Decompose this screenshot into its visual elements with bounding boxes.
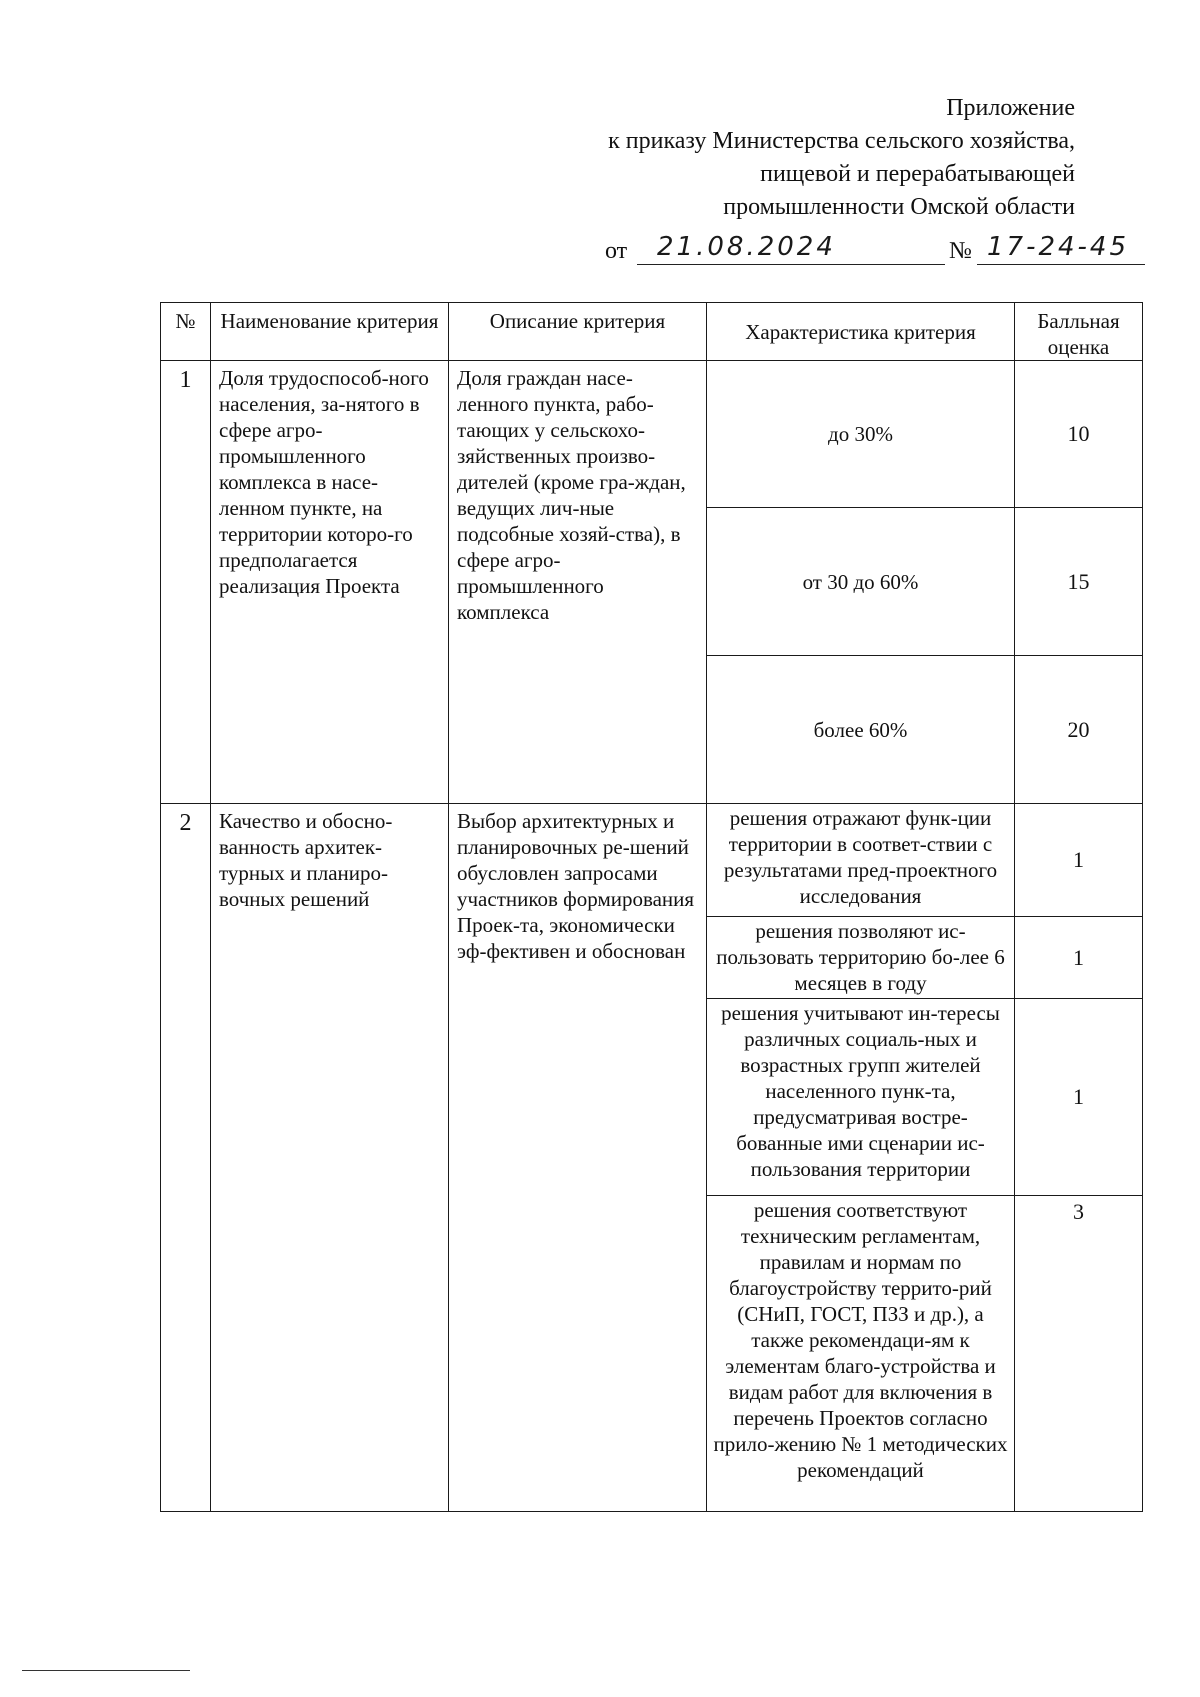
header-description: Описание критерия bbox=[449, 303, 707, 361]
criterion-score: 20 bbox=[1015, 656, 1143, 804]
criterion-characteristic: решения учитывают ин-тересы различных социаль-ных и возрастных групп жителей населенного пунк-та, предусматривая востре-бованные ими сценарии ис-пользования территории bbox=[707, 999, 1015, 1196]
number-label: № bbox=[949, 238, 972, 264]
criterion-characteristic: решения соответствуют техническим регламентам, правилам и нормам по благоустройству террито-рий (СНиП, ГОСТ, ПЗЗ и др.), а также рекомендаци-ям к элементам благо-устройства и видам работ для включения в перечень Проектов согласно прило-жению № 1 методических рекомендаций bbox=[707, 1196, 1015, 1512]
criterion-name: Качество и обосно-ванность архитек-турных и планиро-вочных решений bbox=[211, 804, 449, 1512]
table-header-row bbox=[161, 303, 1143, 361]
criterion-score: 1 bbox=[1015, 804, 1143, 917]
criterion-characteristic: до 30% bbox=[707, 361, 1015, 508]
criterion-name: Доля трудоспособ-ного населения, за-нятого в сфере агро-промышленного комплекса в насе-ленном пункте, на территории которо-го предполагается реализация Проекта bbox=[211, 361, 449, 804]
header-line-ministry: пищевой и перерабатывающей bbox=[760, 161, 1075, 187]
from-label: от bbox=[605, 238, 628, 264]
criterion-score: 15 bbox=[1015, 508, 1143, 656]
footnote-divider bbox=[22, 1670, 190, 1671]
header-line-region: промышленности Омской области bbox=[723, 194, 1075, 220]
header-num: № bbox=[161, 303, 211, 361]
header-score: Балльная оценка bbox=[1015, 303, 1143, 361]
criterion-score: 3 bbox=[1015, 1196, 1143, 1512]
criterion-number: 1 bbox=[161, 361, 211, 804]
date-underline bbox=[637, 264, 945, 265]
criterion-characteristic: решения отражают функ-ции территории в соответ-ствии с результатами пред-проектного исследования bbox=[707, 804, 1015, 917]
table-row bbox=[161, 361, 1143, 508]
criterion-characteristic: более 60% bbox=[707, 656, 1015, 804]
header-name: Наименование критерия bbox=[211, 303, 449, 361]
criterion-number: 2 bbox=[161, 804, 211, 1512]
criterion-score: 1 bbox=[1015, 917, 1143, 999]
order-date-number-line bbox=[605, 232, 1145, 268]
criteria-table bbox=[160, 302, 1143, 1512]
header-line-title: Приложение bbox=[946, 95, 1075, 121]
table-row bbox=[161, 804, 1143, 917]
criterion-characteristic: решения позволяют ис-пользовать территорию бо-лее 6 месяцев в году bbox=[707, 917, 1015, 999]
criterion-description: Выбор архитектурных и планировочных ре-шений обусловлен запросами участников формирования Проек-та, экономически эф-фективен и обоснован bbox=[449, 804, 707, 1512]
handwritten-number: 17-24-45 bbox=[987, 232, 1130, 262]
criterion-score: 10 bbox=[1015, 361, 1143, 508]
appendix-header bbox=[608, 92, 1075, 224]
header-characteristic: Характеристика критерия bbox=[707, 303, 1015, 361]
criterion-description: Доля граждан насе-ленного пункта, рабо-тающих у сельскохо-зяйственных произво-дителей (кроме гра-ждан, ведущих лич-ные подсобные хозяй-ства), в сфере агро-промышленного комплекса bbox=[449, 361, 707, 804]
number-underline bbox=[977, 264, 1145, 265]
header-line-order: к приказу Министерства сельского хозяйства, bbox=[608, 128, 1075, 154]
criterion-characteristic: от 30 до 60% bbox=[707, 508, 1015, 656]
handwritten-date: 21.08.2024 bbox=[657, 232, 836, 262]
criterion-score: 1 bbox=[1015, 999, 1143, 1196]
